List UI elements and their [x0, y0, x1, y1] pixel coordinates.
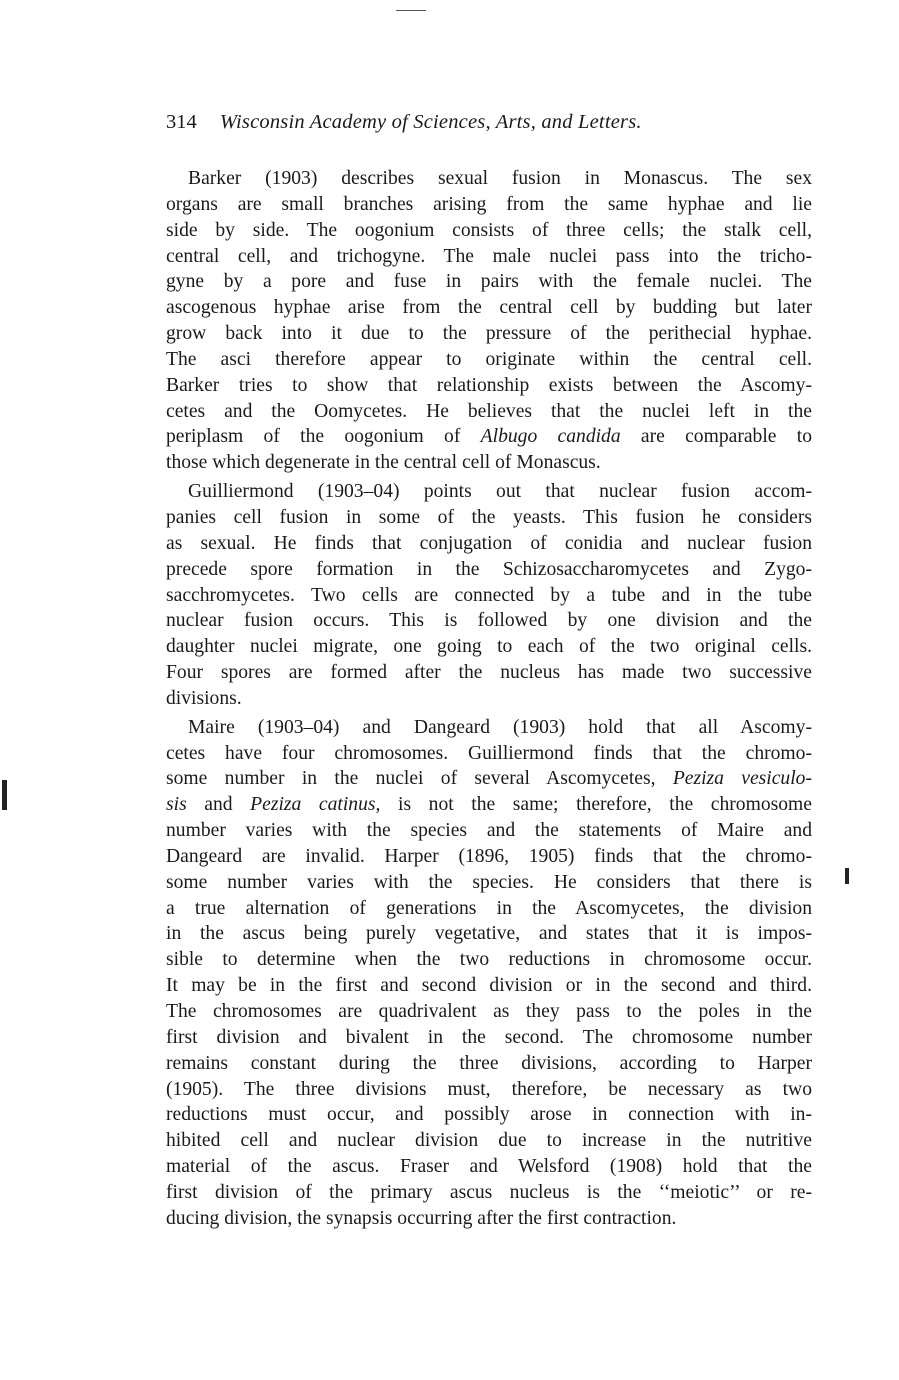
text-line: first division of the primary ascus nucleus is the ‘‘meiotic’’ or re- [166, 1181, 812, 1203]
paragraph-barker [166, 166, 812, 476]
text-line: hibited cell and nuclear division due to increase in the nutritive [166, 1130, 812, 1152]
text-line: those which degenerate in the central cell of Monascus. [166, 452, 601, 474]
text-line: in the ascus being purely vegetative, and states that it is impos- [166, 923, 812, 945]
text-line: (1905). The three divisions must, therefore, be necessary as two [166, 1078, 812, 1100]
paragraph-guilliermond [166, 479, 812, 712]
text-line: side by side. The oogonium consists of three cells; the stalk cell, [166, 219, 812, 241]
text-line: Barker tries to show that relationship exists between the Ascomy- [166, 374, 812, 396]
page-number: 314 [166, 111, 197, 133]
text-line: some number in the nuclei of several Ascomycetes, Peziza vesiculo- [166, 768, 812, 790]
text-line: gyne by a pore and fuse in pairs with the female nuclei. The [166, 271, 812, 293]
text-line: divisions. [166, 687, 242, 709]
text-line: Guilliermond (1903–04) points out that nuclear fusion accom- [188, 481, 812, 503]
scan-mark-right [845, 868, 849, 884]
text-line: Maire (1903–04) and Dangeard (1903) hold that all Ascomy- [188, 716, 812, 738]
text-line: nuclear fusion occurs. This is followed by one division and the [166, 610, 812, 632]
text-line: It may be in the first and second division or in the second and third. [166, 975, 812, 997]
body-text [166, 166, 812, 1232]
text-line: sis and Peziza catinus, is not the same; therefore, the chromosome [166, 794, 812, 816]
text-line: Barker (1903) describes sexual fusion in Monascus. The sex [188, 168, 812, 189]
text-line: organs are small branches arising from the same hyphae and lie [166, 193, 812, 215]
text-line: some number varies with the species. He considers that there is [166, 871, 812, 893]
text-line: first division and bivalent in the second. The chromosome number [166, 1026, 812, 1048]
running-header [166, 111, 786, 134]
text-line: The chromosomes are quadrivalent as they pass to the poles in the [166, 1001, 812, 1022]
text-line: ascogenous hyphae arise from the central cell by budding but later [166, 297, 812, 319]
text-line: central cell, and trichogyne. The male nuclei pass into the tricho- [166, 245, 812, 267]
text-line: a true alternation of generations in the Ascomycetes, the division [166, 897, 812, 919]
text-line: cetes and the Oomycetes. He believes that the nuclei left in the [166, 400, 812, 422]
text-line: precede spore formation in the Schizosaccharomycetes and Zygo- [166, 558, 812, 580]
text-line: Four spores are formed after the nucleus has made two successive [166, 662, 812, 684]
text-line: periplasm of the oogonium of Albugo candida are comparable to [166, 426, 813, 448]
text-line: Dangeard are invalid. Harper (1896, 1905) finds that the chromo- [166, 845, 812, 867]
text-line: material of the ascus. Fraser and Welsford (1908) hold that the [166, 1156, 812, 1178]
text-line: sible to determine when the two reductions in chromosome occur. [166, 949, 812, 971]
text-line: reductions must occur, and possibly arose in connection with in- [166, 1104, 812, 1126]
text-line: daughter nuclei migrate, one going to each of the two original cells. [166, 636, 812, 658]
scan-mark-left [2, 780, 7, 810]
text-line: panies cell fusion in some of the yeasts. This fusion he considers [166, 506, 812, 528]
text-line: number varies with the species and the statements of Maire and [166, 820, 812, 842]
text-line: cetes have four chromosomes. Guilliermond finds that the chromo- [166, 742, 812, 764]
text-line: as sexual. He finds that conjugation of conidia and nuclear fusion [166, 532, 812, 554]
text-line: grow back into it due to the pressure of the perithecial hyphae. [166, 323, 812, 345]
text-line: ducing division, the synapsis occurring after the first contraction. [166, 1207, 677, 1229]
journal-title: Wisconsin Academy of Sciences, Arts, and Letters. [219, 111, 642, 133]
scan-mark-top [396, 10, 426, 11]
text-line: sacchromycetes. Two cells are connected by a tube and in the tube [166, 584, 812, 606]
text-line: The asci therefore appear to originate within the central cell. [166, 348, 812, 370]
paragraph-maire [166, 715, 812, 1232]
text-line: remains constant during the three divisions, according to Harper [166, 1052, 812, 1074]
